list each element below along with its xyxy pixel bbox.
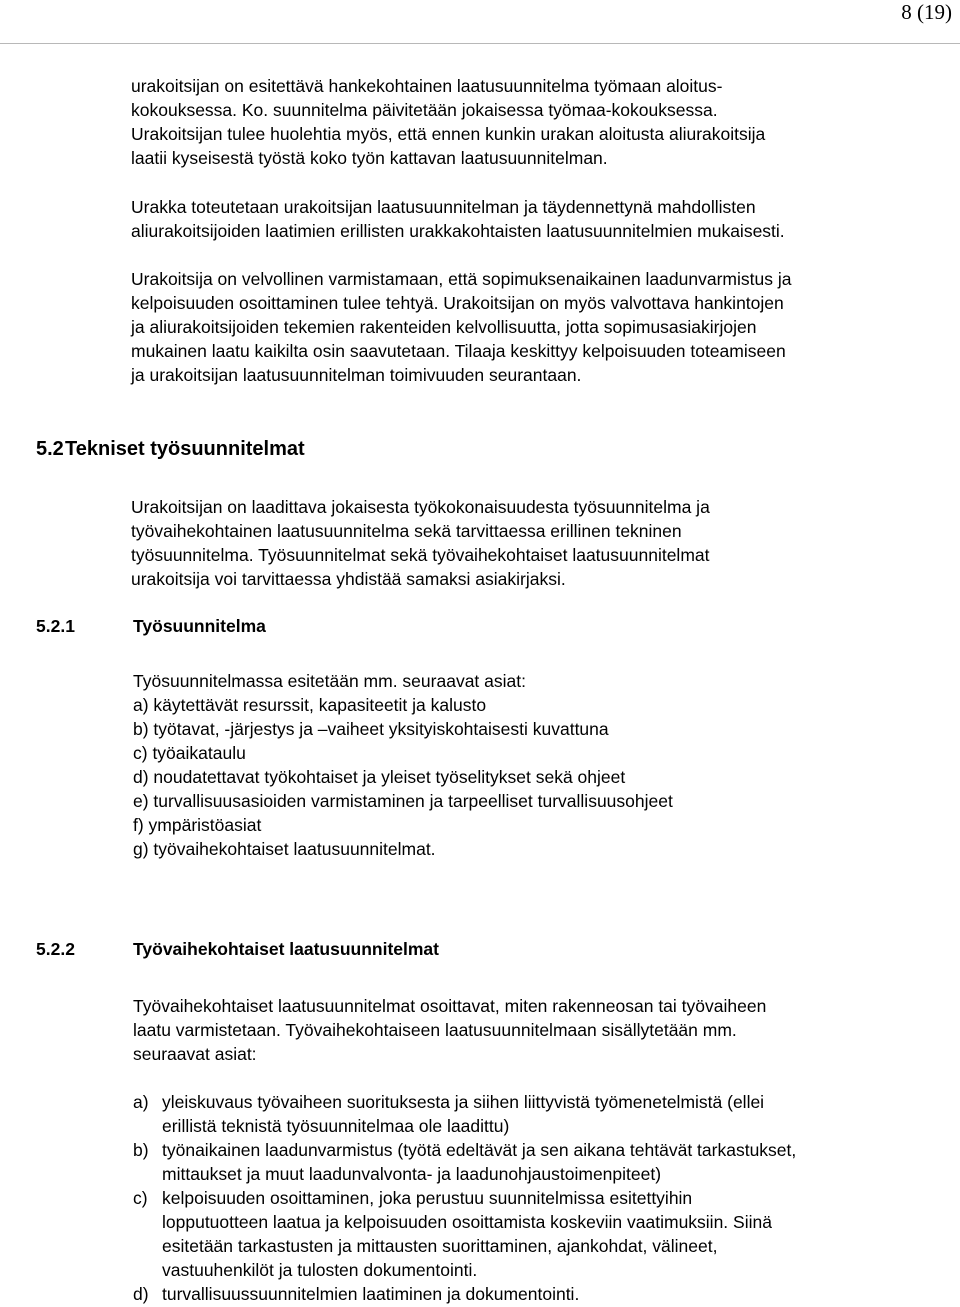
text-line: mittaukset ja muut laadunvalvonta- ja laadunohjaustoimenpiteet) bbox=[162, 1164, 662, 1184]
text-line: Urakoitsijan on laadittava jokaisesta työkokonaisuudesta työsuunnitelma ja bbox=[131, 497, 710, 517]
text-line: ja urakoitsijan laatusuunnitelman toimivuuden seurantaan. bbox=[131, 365, 582, 385]
text-line: turvallisuussuunnitelmien laatiminen ja dokumentointi. bbox=[162, 1284, 580, 1304]
list-item: a) käytettävät resurssit, kapasiteetit ja kalusto bbox=[133, 695, 487, 715]
section-heading-5-2-2 bbox=[36, 937, 636, 961]
list-item bbox=[133, 1282, 796, 1306]
text-line: aliurakoitsijoiden laatimien erillisten urakkakohtaisten laatusuunnitelmien mukaisesti. bbox=[131, 221, 785, 241]
section-title: Työsuunnitelma bbox=[133, 616, 266, 636]
text-line: kelpoisuuden osoittaminen, joka perustuu suunnitelmissa esitettyihin bbox=[162, 1188, 693, 1208]
list-item bbox=[133, 1186, 796, 1282]
text-line: laatii kyseisestä työstä koko työn kattavan laatusuunnitelman. bbox=[131, 148, 608, 168]
text-line: esitetään tarkastusten ja mittausten suorittaminen, ajankohdat, välineet, bbox=[162, 1236, 718, 1256]
intro-paragraph-2 bbox=[131, 195, 785, 243]
text-line: yleiskuvaus työvaiheen suorituksesta ja siihen liittyvistä työmenetelmistä (ellei bbox=[162, 1092, 765, 1112]
text-line: työvaihekohtainen laatusuunnitelma sekä tarvittaessa erillinen tekninen bbox=[131, 521, 682, 541]
section-number: 5.2.1 bbox=[36, 616, 75, 636]
list-marker: c) bbox=[133, 1188, 148, 1208]
text-line: työsuunnitelma. Työsuunnitelmat sekä työvaihekohtaiset laatusuunnitelmat bbox=[131, 545, 710, 565]
list-item: d) noudatettavat työkohtaiset ja yleiset työselitykset sekä ohjeet bbox=[133, 767, 626, 787]
list-marker: b) bbox=[133, 1140, 149, 1160]
text-line: Urakoitsijan tulee huolehtia myös, että ennen kunkin urakan aloitusta aliurakoitsija bbox=[131, 124, 766, 144]
intro-paragraph-1 bbox=[131, 74, 765, 170]
list-item: f) ympäristöasiat bbox=[133, 815, 262, 835]
text-line: erillistä teknistä työsuunnitelmaa ole laadittu) bbox=[162, 1116, 510, 1136]
text-line: seuraavat asiat: bbox=[133, 1044, 257, 1064]
section-title: Tekniset työsuunnitelmat bbox=[65, 438, 305, 460]
list-marker: d) bbox=[133, 1284, 149, 1304]
list-item: e) turvallisuusasioiden varmistaminen ja tarpeelliset turvallisuusohjeet bbox=[133, 791, 673, 811]
section-title: Työvaihekohtaiset laatusuunnitelmat bbox=[133, 939, 439, 959]
text-line: Urakoitsija on velvollinen varmistamaan, että sopimuksenaikainen laadunvarmistus ja bbox=[131, 269, 792, 289]
section-number: 5.2 bbox=[36, 438, 64, 460]
section-heading-5-2 bbox=[36, 436, 636, 462]
quality-plan-list bbox=[133, 1090, 796, 1306]
list-item bbox=[133, 1090, 796, 1138]
text-line: Työsuunnitelmassa esitetään mm. seuraavat asiat: bbox=[133, 671, 526, 691]
resource-list bbox=[133, 693, 673, 861]
section-heading-5-2-1 bbox=[36, 614, 636, 638]
text-line: laatu varmistetaan. Työvaihekohtaiseen laatusuunnitelmaan sisällytetään mm. bbox=[133, 1020, 737, 1040]
section-number: 5.2.2 bbox=[36, 939, 75, 959]
section-5-2-body bbox=[131, 495, 710, 591]
text-line: vastuuhenkilöt ja tulosten dokumentointi. bbox=[162, 1260, 478, 1280]
text-line: mukainen laatu kaikilta osin saavutetaan. Tilaaja keskittyy kelpoisuuden toteamiseen bbox=[131, 341, 786, 361]
list-item: g) työvaihekohtaiset laatusuunnitelmat. bbox=[133, 839, 436, 859]
list-item: b) työtavat, -järjestys ja –vaiheet yksityiskohtaisesti kuvattuna bbox=[133, 719, 609, 739]
section-5-2-1-intro bbox=[133, 669, 526, 693]
text-line: urakoitsijan on esitettävä hankekohtainen laatusuunnitelma työmaan aloitus- bbox=[131, 76, 723, 96]
text-line: kokouksessa. Ko. suunnitelma päivitetään jokaisessa työmaa-kokouksessa. bbox=[131, 100, 718, 120]
list-marker: a) bbox=[133, 1092, 149, 1112]
text-line: Urakka toteutetaan urakoitsijan laatusuunnitelman ja täydennettynä mahdollisten bbox=[131, 197, 756, 217]
text-line: kelpoisuuden osoittaminen tulee tehtyä. Urakoitsijan on myös valvottava hankintojen bbox=[131, 293, 784, 313]
text-line: ja aliurakoitsijoiden tekemien rakenteiden kelvollisuutta, jotta sopimusasiakirjojen bbox=[131, 317, 757, 337]
page-number: 8 (19) bbox=[901, 0, 952, 24]
header-divider bbox=[0, 43, 960, 44]
text-line: urakoitsija voi tarvittaessa yhdistää samaksi asiakirjaksi. bbox=[131, 569, 566, 589]
text-line: työnaikainen laadunvarmistus (työtä edeltävät ja sen aikana tehtävät tarkastukset, bbox=[162, 1140, 797, 1160]
text-line: lopputuotteen laatua ja kelpoisuuden osoittamista koskeviin vaatimuksiin. Siinä bbox=[162, 1212, 772, 1232]
section-5-2-2-intro bbox=[133, 994, 766, 1066]
intro-paragraph-3 bbox=[131, 267, 791, 387]
list-item: c) työaikataulu bbox=[133, 743, 246, 763]
text-line: Työvaihekohtaiset laatusuunnitelmat osoittavat, miten rakenneosan tai työvaiheen bbox=[133, 996, 767, 1016]
list-item bbox=[133, 1138, 796, 1186]
